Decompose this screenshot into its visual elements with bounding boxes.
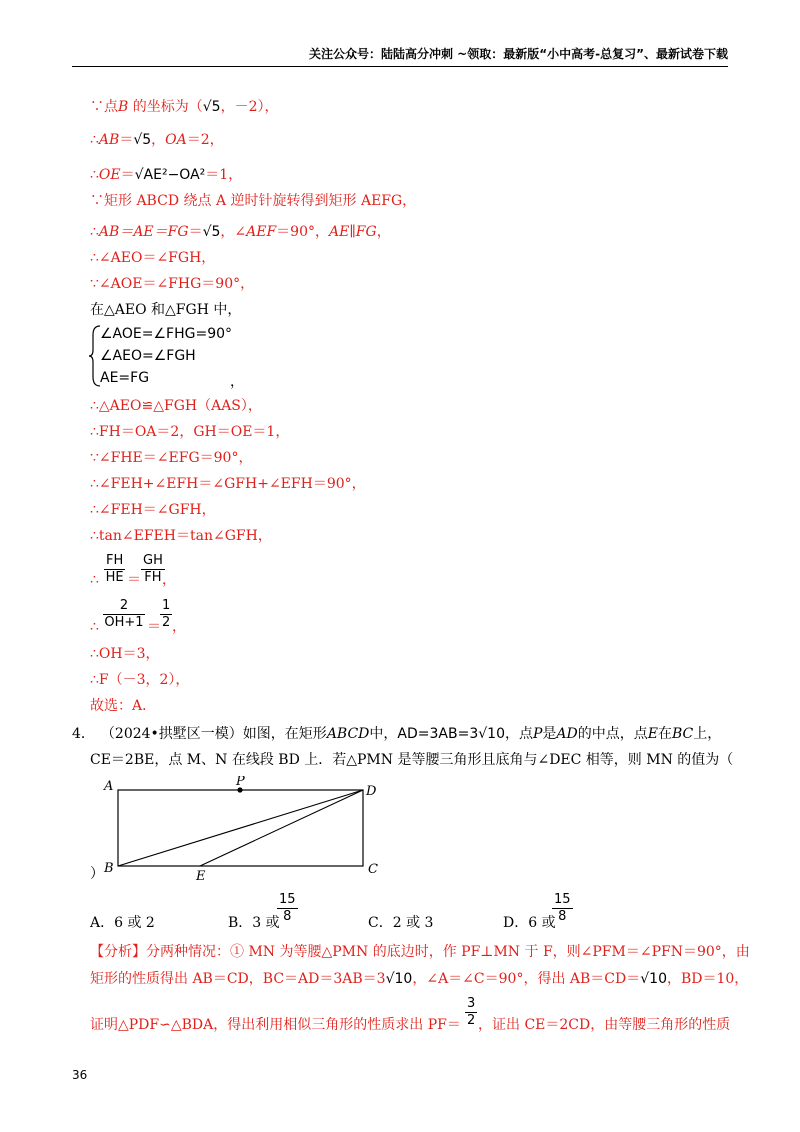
header-text: 关注公众号：陆陆高分冲刺 ~领取：最新版“小中高考-总复习”、最新试卷下载 <box>309 47 728 61</box>
fraction-denominator: OH+1 <box>104 615 144 630</box>
text: 在 <box>657 726 672 742</box>
solution-line-14: ∴tan∠EFEH＝tan∠GFH， <box>90 528 272 544</box>
question-line-1 <box>72 724 721 744</box>
sqrt-expression: √10 <box>385 971 413 987</box>
text: OE <box>98 167 121 183</box>
brace-row-1: ∠AOE=∠FHG=90° <box>100 326 233 342</box>
text: ，－2）， <box>220 99 279 115</box>
solution-line-6: ∴∠AEO＝∠FGH， <box>90 250 216 266</box>
question-line-2: CE＝2BE，点 M、N 在线段 BD 上．若△PMN 是等腰三角形且底角与∠DEC 相等，则 MN 的值为（ <box>90 752 734 768</box>
text: 上， <box>693 726 722 742</box>
page-number: 36 <box>72 1068 88 1082</box>
analysis-fraction-3-2 <box>465 996 477 1029</box>
label-b: B <box>104 861 114 876</box>
text: ， <box>151 132 166 148</box>
solution-line-5 <box>90 222 391 242</box>
text: AB＝AE＝FG <box>98 224 189 240</box>
label-d: D <box>366 784 377 799</box>
text: 的坐标为（ <box>128 99 203 115</box>
solution-line-9: ∴△AEO≌△FGH（AAS）， <box>90 398 262 414</box>
label-p: P <box>236 776 245 789</box>
solution-line-15-comma: ， <box>162 572 176 588</box>
fraction-denominator: FH <box>144 570 162 585</box>
text: 是 <box>542 726 557 742</box>
fraction-numerator: 2 <box>103 598 145 615</box>
solution-line-19: 故选：A． <box>90 698 157 714</box>
question-number: 4． <box>72 726 95 742</box>
text: ∴ <box>90 167 99 183</box>
solution-line-12: ∴∠FEH+∠EFH＝∠GFH+∠EFH＝90°， <box>90 476 366 492</box>
fraction-numerator: 3 <box>467 996 476 1011</box>
sqrt-expression: √5 <box>202 99 221 115</box>
fraction-fh-he <box>104 553 125 586</box>
sqrt-expression: √5 <box>202 224 221 240</box>
solution-line-16-eq: ＝ <box>147 619 161 635</box>
text: ∴ <box>90 224 99 240</box>
text: 中， <box>369 726 398 742</box>
text: P <box>532 726 543 742</box>
solution-line-4: ∵矩形 ABCD 绕点 A 逆时针旋转得到矩形 AEFG， <box>90 193 417 209</box>
solution-line-2 <box>90 130 224 150</box>
text: ABCD <box>326 726 370 742</box>
text: ＝90°， <box>276 224 329 240</box>
text: E <box>647 726 658 742</box>
fraction-denominator: 8 <box>283 909 292 924</box>
label-c: C <box>368 862 378 877</box>
option-b-fraction <box>277 892 298 925</box>
fraction-denominator: 2 <box>162 615 171 630</box>
fraction-numerator: 15 <box>279 892 296 907</box>
solution-line-8: 在△AEO 和△FGH 中， <box>90 302 242 318</box>
brace-comma: ， <box>230 374 244 390</box>
solution-line-3 <box>90 165 242 185</box>
text: AE∥FG <box>329 224 377 240</box>
text: ＝ <box>119 132 134 148</box>
fraction-denominator: 8 <box>558 909 567 924</box>
segment-bd <box>118 790 363 866</box>
text: ＝2， <box>186 132 224 148</box>
text: AEF <box>246 224 277 240</box>
text: ＝ <box>188 224 203 240</box>
option-d[interactable] <box>503 912 556 932</box>
text: 矩形的性质得出 AB＝CD，BC＝AD＝3AB＝3 <box>90 971 386 987</box>
text: ，点 <box>504 726 533 742</box>
analysis-line-2 <box>90 968 748 988</box>
text: ， <box>376 224 391 240</box>
math-expression: AD=3AB=3√10 <box>397 726 505 742</box>
option-label: B．3 或 <box>228 915 280 931</box>
option-label: D．6 或 <box>503 915 556 931</box>
text: ∴ <box>90 132 99 148</box>
text: ＝1， <box>205 167 243 183</box>
text: ＝ <box>120 167 135 183</box>
text: OA <box>165 132 187 148</box>
analysis-line-3-part2: ，证出 CE＝2CD，由等腰三角形的性质 <box>478 1017 731 1033</box>
geometry-figure <box>90 776 390 886</box>
brace-row-3: AE=FG <box>100 370 150 386</box>
option-d-fraction <box>552 892 573 925</box>
option-b[interactable] <box>228 912 280 932</box>
question-paren-close: ） <box>90 866 104 882</box>
text: ，BD＝10， <box>666 971 749 987</box>
fraction-denominator: HE <box>105 570 124 585</box>
sqrt-expression: √AE²−OA² <box>134 167 206 183</box>
solution-line-11: ∵∠FHE＝∠EFG＝90°， <box>90 450 253 466</box>
solution-line-18: ∴F（－3，2）， <box>90 672 190 688</box>
fraction-1-2 <box>160 598 172 631</box>
text: 的中点，点 <box>577 726 648 742</box>
solution-line-16-comma: ， <box>172 619 186 635</box>
fraction-numerator: GH <box>143 553 163 568</box>
option-c[interactable]: C．2 或 3 <box>368 915 434 931</box>
analysis-line-3-part1: 证明△PDF∽△BDA，得出利用相似三角形的性质求出 PF＝ <box>90 1017 461 1033</box>
solution-line-7: ∵∠AOE＝∠FHG＝90°， <box>90 276 255 292</box>
text: ，∠ <box>220 224 247 240</box>
page-header <box>72 44 728 67</box>
solution-line-16-therefore: ∴ <box>90 619 99 635</box>
analysis-line-1: 【分析】分两种情况：① MN 为等腰△PMN 的底边时，作 PF⊥MN 于 F，则∠PFM＝∠PFN＝90°，由 <box>90 944 750 960</box>
solution-line-15-eq: ＝ <box>127 572 141 588</box>
solution-line-15-therefore: ∴ <box>90 572 99 588</box>
solution-line-10: ∴FH＝OA＝2，GH＝OE＝1， <box>90 424 290 440</box>
text: AD <box>556 726 578 742</box>
fraction-numerator: FH <box>106 553 124 568</box>
text: ∵点 <box>90 99 118 115</box>
fraction-numerator: 1 <box>162 598 171 613</box>
fraction-denominator: 2 <box>467 1013 476 1028</box>
solution-line-17: ∴OH＝3， <box>90 646 160 662</box>
option-a[interactable]: A．6 或 2 <box>90 915 155 931</box>
fraction-2-oh1 <box>103 598 145 631</box>
brace-row-2: ∠AEO=∠FGH <box>100 348 196 364</box>
sqrt-expression: √10 <box>640 971 667 987</box>
text: B <box>118 99 129 115</box>
sqrt-expression: √5 <box>133 132 152 148</box>
text: BC <box>671 726 694 742</box>
fraction-numerator: 15 <box>554 892 571 907</box>
label-a: A <box>104 779 114 794</box>
text: ，∠A＝∠C＝90°，得出 AB＝CD＝ <box>412 971 641 987</box>
text: AB <box>98 132 120 148</box>
text: （2024•拱墅区一模）如图，在矩形 <box>100 726 327 742</box>
label-e: E <box>196 869 206 884</box>
solution-line-13: ∴∠FEH＝∠GFH， <box>90 502 216 518</box>
segment-ed <box>200 790 363 866</box>
solution-line-1 <box>90 97 279 117</box>
